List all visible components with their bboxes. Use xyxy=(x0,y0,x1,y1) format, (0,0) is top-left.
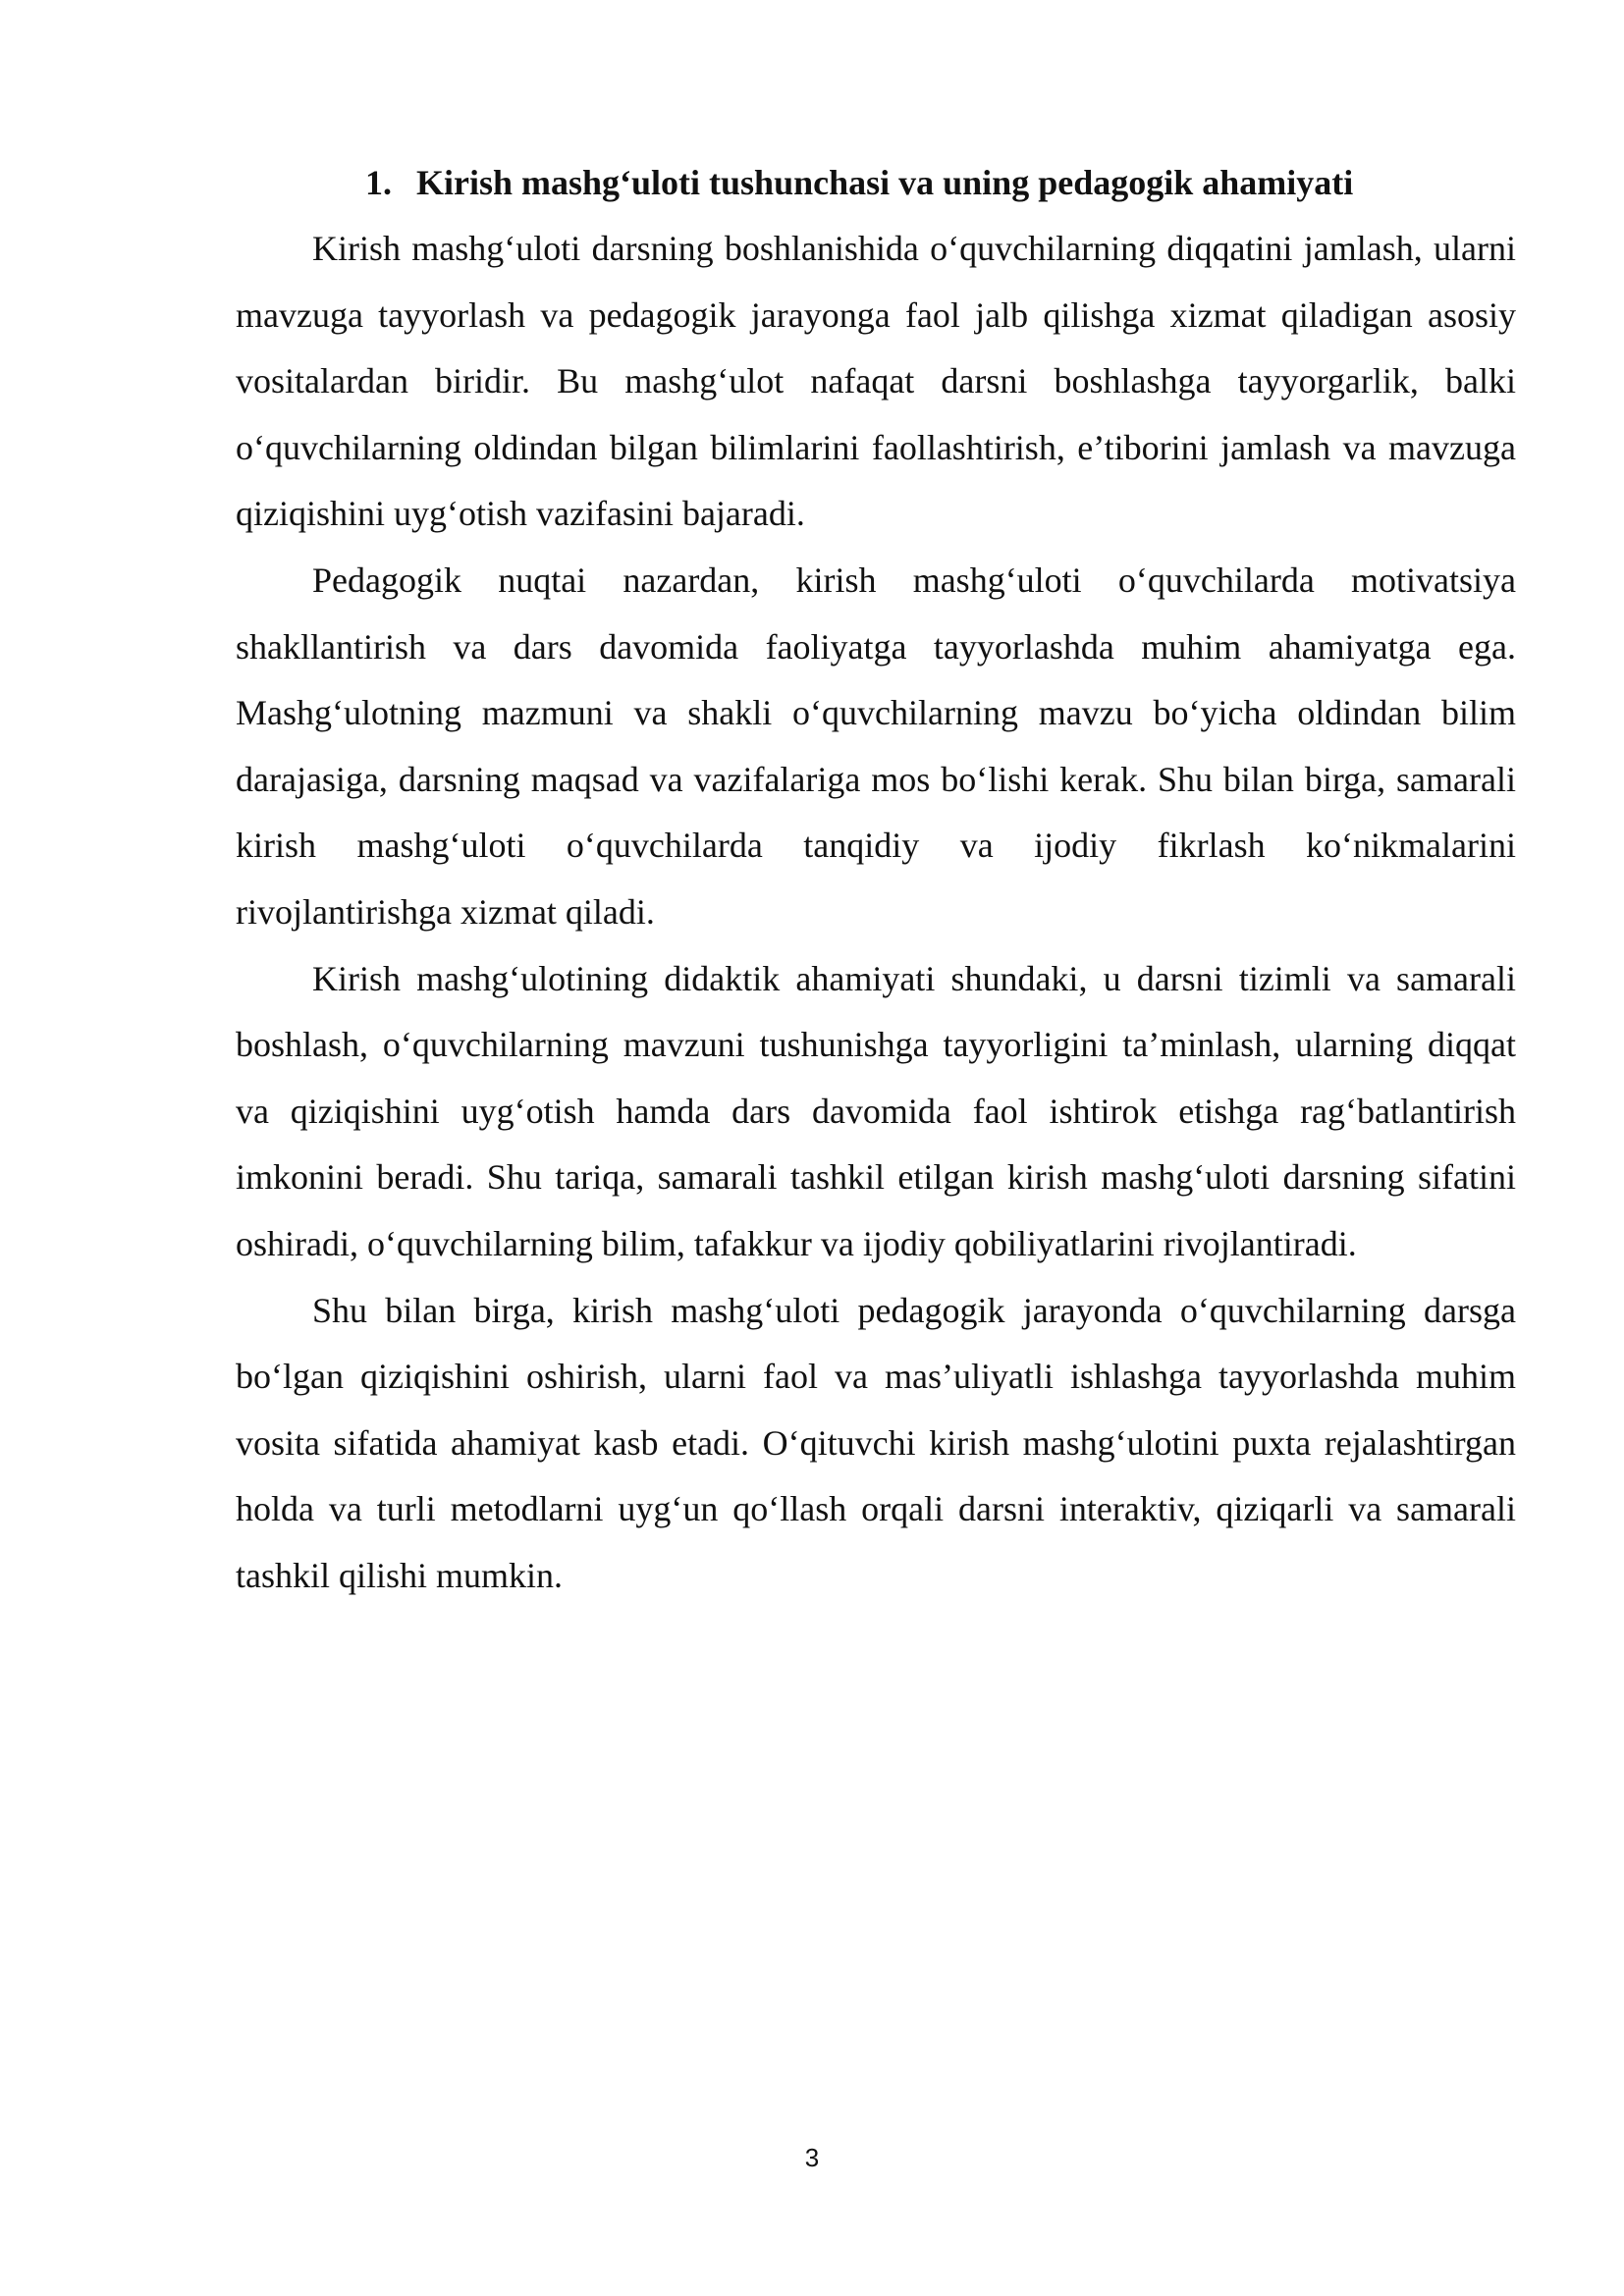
paragraph-2: Pedagogik nuqtai nazardan, kirish mashg‘uloti o‘quvchilarda motivatsiya shakllantirish va dars davomida faoliyatga tayyorlashda muhim ahamiyatga ega. Mashg‘ulotning mazmuni va shakli o‘quvchilarning mavzu bo‘yicha oldindan bilim darajasiga, darsning maqsad va vazifalariga mos bo‘lishi kerak. Shu bilan birga, samarali kirish mashg‘uloti o‘quvchilarda tanqidiy va ijodiy fikrlash ko‘nikmalarini rivojlantirishga xizmat qiladi. xyxy=(236,560,1516,932)
section-title: Kirish mashg‘uloti tushunchasi va uning pedagogik ahamiyati xyxy=(416,163,1354,202)
paragraph-3: Kirish mashg‘ulotining didaktik ahamiyati shundaki, u darsni tizimli va samarali boshlash, o‘quvchilarning mavzuni tushunishga tayyorligini ta’minlash, ularning diqqat va qiziqishini uyg‘otish hamda dars davomida faol ishtirok etishga rag‘batlantirish imkonini beradi. Shu tariqa, samarali tashkil etilgan kirish mashg‘uloti darsning sifatini oshiradi, o‘quvchilarning bilim, tafakkur va ijodiy qobiliyatlarini rivojlantiradi. xyxy=(236,958,1516,1263)
page-content xyxy=(236,149,1516,1609)
paragraph-4: Shu bilan birga, kirish mashg‘uloti pedagogik jarayonda o‘quvchilarning darsga bo‘lgan qiziqishini oshirish, ularni faol va mas’uliyatli ishlashga tayyorlashda muhim vosita sifatida ahamiyat kasb etadi. O‘qituvchi kirish mashg‘ulotini puxta rejalashtirgan holda va turli metodlarni uyg‘un qo‘llash orqali darsni interaktiv, qiziqarli va samarali tashkil qilishi mumkin. xyxy=(236,1290,1516,1595)
page-number: 3 xyxy=(804,2143,820,2172)
section-number: 1. xyxy=(365,163,392,202)
section-heading xyxy=(236,149,1516,216)
paragraph-1: Kirish mashg‘uloti darsning boshlanishida o‘quvchilarning diqqatini jamlash, ularni mavzuga tayyorlash va pedagogik jarayonga faol jalb qilishga xizmat qiladigan asosiy vositalardan biridir. Bu mashg‘ulot nafaqat darsni boshlashga tayyorgarlik, balki o‘quvchilarning oldindan bilgan bilimlarini faollashtirish, e’tiborini jamlash va mavzuga qiziqishini uyg‘otish vazifasini bajaradi. xyxy=(236,229,1516,534)
